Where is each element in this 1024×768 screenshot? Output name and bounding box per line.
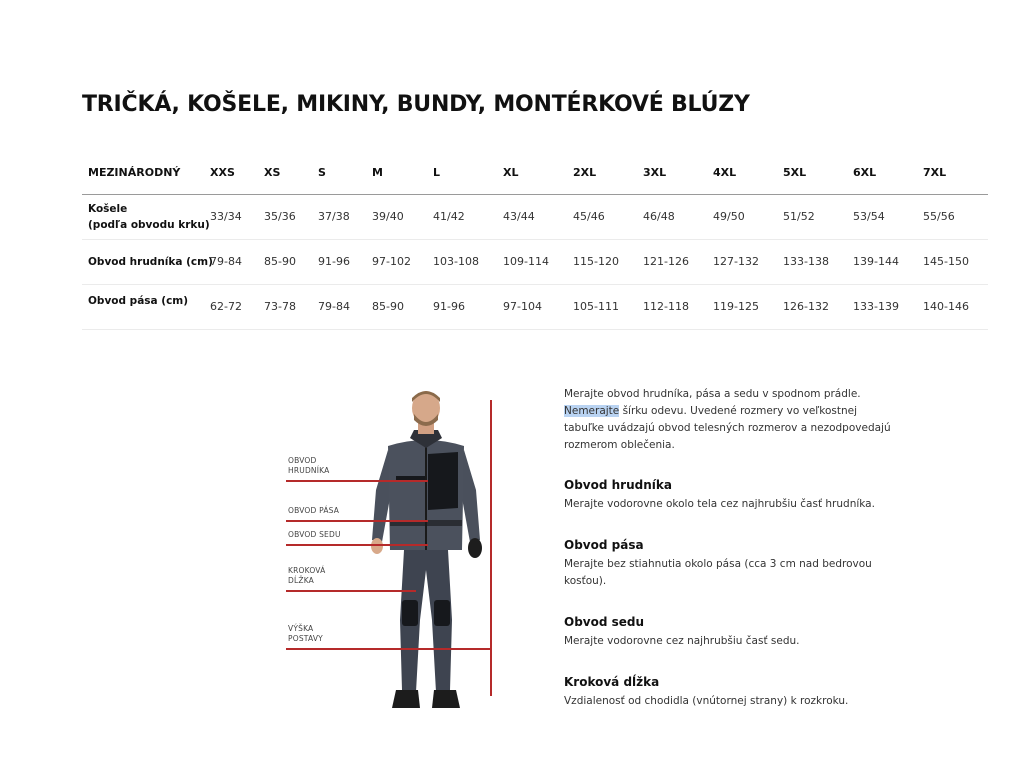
size-header: XL — [503, 166, 519, 179]
size-table — [82, 150, 988, 330]
table-cell: 79-84 — [210, 255, 242, 268]
intro-text — [564, 386, 894, 454]
size-table-header — [82, 150, 988, 195]
intro-part: šírku odevu. Uvedené rozmery vo veľkostnej tabuľke uvádzajú obvod telesných rozmerov a nezodpovedajú rozmerom oblečenia. — [564, 405, 891, 451]
table-cell: 105-111 — [573, 300, 619, 313]
table-cell: 103-108 — [433, 255, 479, 268]
table-cell: 91-96 — [433, 300, 465, 313]
size-header: M — [372, 166, 383, 179]
section-text: Merajte bez stiahnutia okolo pása (cca 3 cm nad bedrovou kosťou). — [564, 558, 872, 587]
table-cell: 133-139 — [853, 300, 899, 313]
section-text: Vzdialenosť od chodidla (vnútornej strany) k rozkroku. — [564, 695, 849, 707]
table-cell: 51/52 — [783, 210, 815, 223]
label-line: KROKOVÁ — [288, 566, 326, 575]
table-cell: 139-144 — [853, 255, 899, 268]
seat-measure-line — [286, 544, 428, 546]
size-header: XXS — [210, 166, 235, 179]
section-seat — [564, 615, 884, 650]
table-cell: 46/48 — [643, 210, 675, 223]
row-label — [88, 201, 210, 233]
size-header: 4XL — [713, 166, 737, 179]
size-header: 7XL — [923, 166, 947, 179]
table-row — [82, 240, 988, 285]
table-cell: 109-114 — [503, 255, 549, 268]
section-inseam — [564, 675, 884, 710]
table-cell: 126-132 — [783, 300, 829, 313]
table-cell: 133-138 — [783, 255, 829, 268]
table-cell: 37/38 — [318, 210, 350, 223]
table-cell: 45/46 — [573, 210, 605, 223]
table-cell: 73-78 — [264, 300, 296, 313]
table-cell: 55/56 — [923, 210, 955, 223]
section-waist — [564, 538, 884, 590]
table-cell: 62-72 — [210, 300, 242, 313]
worker-illustration — [366, 390, 486, 722]
table-cell: 85-90 — [264, 255, 296, 268]
table-cell: 33/34 — [210, 210, 242, 223]
inseam-label — [288, 566, 326, 586]
height-base-line — [286, 648, 492, 650]
table-cell: 112-118 — [643, 300, 689, 313]
size-header: L — [433, 166, 441, 179]
waist-label: OBVOD PÁSA — [288, 506, 340, 515]
table-cell: 115-120 — [573, 255, 619, 268]
table-cell: 91-96 — [318, 255, 350, 268]
table-cell: 35/36 — [264, 210, 296, 223]
row-label: Obvod pása (cm) — [88, 295, 189, 307]
height-label — [288, 624, 323, 644]
size-header: 3XL — [643, 166, 667, 179]
intro-part: Merajte obvod hrudníka, pása a sedu v spodnom prádle. — [564, 388, 861, 400]
table-cell: 145-150 — [923, 255, 969, 268]
row-label-line: Košele — [88, 203, 128, 215]
table-cell: 79-84 — [318, 300, 350, 313]
section-text: Merajte vodorovne cez najhrubšiu časť sedu. — [564, 635, 800, 647]
table-cell: 85-90 — [372, 300, 404, 313]
measuring-instructions — [564, 386, 894, 707]
section-heading: Kroková dĺžka — [564, 675, 660, 689]
table-cell: 41/42 — [433, 210, 465, 223]
label-line: POSTAVY — [288, 634, 323, 643]
highlighted-text: Nemerajte — [564, 405, 620, 417]
row-label: Obvod hrudníka (cm) — [88, 256, 213, 268]
table-cell: 97-102 — [372, 255, 411, 268]
table-cell: 39/40 — [372, 210, 404, 223]
section-text: Merajte vodorovne okolo tela cez najhrubšiu časť hrudníka. — [564, 498, 875, 510]
label-line: VÝŠKA — [288, 624, 314, 633]
seat-label: OBVOD SEDU — [288, 530, 341, 539]
size-header: 5XL — [783, 166, 807, 179]
table-cell: 127-132 — [713, 255, 759, 268]
waist-measure-line — [286, 520, 428, 522]
section-heading: Obvod pása — [564, 538, 644, 552]
inseam-measure-line — [286, 590, 416, 592]
header-label: MEZINÁRODNÝ — [88, 166, 181, 179]
size-header: XS — [264, 166, 281, 179]
table-row — [82, 195, 988, 240]
table-row — [82, 285, 988, 330]
label-line: DĹŽKA — [288, 576, 315, 585]
section-heading: Obvod hrudníka — [564, 478, 672, 492]
size-header: 2XL — [573, 166, 597, 179]
size-header: S — [318, 166, 326, 179]
row-label-line: (podľa obvodu krku) — [88, 219, 210, 231]
table-cell: 140-146 — [923, 300, 969, 313]
table-cell: 43/44 — [503, 210, 535, 223]
height-measure-line — [490, 400, 492, 696]
section-heading: Obvod sedu — [564, 615, 645, 629]
table-cell: 121-126 — [643, 255, 689, 268]
chest-measure-line — [286, 480, 428, 482]
table-cell: 97-104 — [503, 300, 542, 313]
table-cell: 119-125 — [713, 300, 759, 313]
size-header: 6XL — [853, 166, 877, 179]
section-chest — [564, 478, 884, 513]
measurement-figure — [282, 390, 502, 722]
table-cell: 53/54 — [853, 210, 885, 223]
page-title: TRIČKÁ, KOŠELE, MIKINY, BUNDY, MONTÉRKOVÉ BLÚZY — [82, 92, 750, 117]
table-cell: 49/50 — [713, 210, 745, 223]
label-line: OBVOD — [288, 456, 317, 465]
chest-label — [288, 456, 329, 476]
label-line: HRUDNÍKA — [288, 466, 330, 475]
